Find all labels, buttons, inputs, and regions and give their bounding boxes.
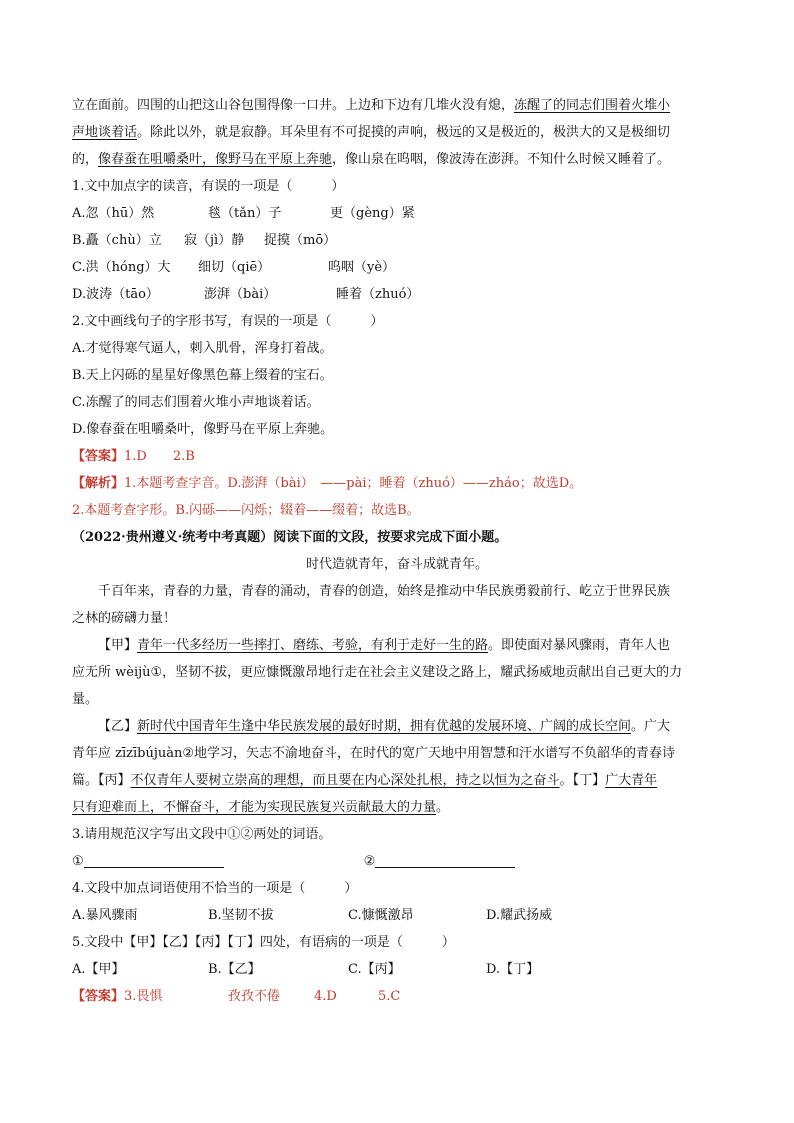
passage-text: 的， (72, 152, 99, 167)
analysis-block-1 (72, 470, 722, 497)
question-3-stem: 3.请用规范汉字写出文段中①②两处的词语。 (72, 827, 332, 842)
answer-blank-1[interactable] (84, 853, 224, 868)
q1-option-d (72, 281, 722, 308)
q2-option-d: D.像春蚕在咀嚼桑叶，像野马在平原上奔驰。 (72, 422, 334, 437)
paragraph-line: 千百年来，青春的力量，青春的涌动，青春的创造，始终是推动中华民族勇毅前行、屹立于世界民族 (98, 584, 671, 599)
answer-text: 5.C (378, 989, 401, 1004)
analysis-text-2: 2.本题考查字形。B.闪砾——闪烁；辍着——缀着；故选B。 (72, 503, 420, 518)
option-part: 捉摸（mō） (264, 233, 337, 248)
q2-option-b: B.天上闪砾的星星好像黑色幕上缀着的宝石。 (72, 368, 333, 383)
option-part: C.洪（hóng）大 (72, 260, 171, 275)
option-part: 细切（qiē） (198, 260, 271, 275)
answer-text: 3.畏惧 (124, 989, 163, 1004)
option-part: A.忽（hū）然 (72, 206, 155, 221)
option: C.【丙】 (348, 962, 401, 977)
q1-option-a (72, 200, 722, 227)
passage-line (72, 146, 722, 173)
paragraph-line: 量。 (72, 692, 99, 707)
option-part: B.矗（chù）立 (72, 233, 162, 248)
question-2-stem: 2.文中画线句子的字形书写，有误的一项是（ ） (72, 314, 384, 329)
analysis-label: 【解析】 (72, 476, 125, 491)
paragraph-text: 。即使面对暴风骤雨，青年人也 (488, 638, 671, 653)
option-part: 毯（tǎn）子 (208, 206, 282, 221)
question-1-stem: 1.文中加点字的读音，有误的一项是（ ） (72, 179, 345, 194)
underlined-sentence: 冻醒了的同志们围着火堆小 (514, 98, 671, 113)
underlined-sentence: 广大青年 (605, 773, 658, 788)
passage-line (72, 92, 722, 119)
q1-option-b (72, 227, 722, 254)
section-source: （2022·贵州遵义·统考中考真题）阅读下面的文段，按要求完成下面小题。 (72, 530, 508, 545)
q3-blanks (72, 848, 722, 875)
passage-text: 。除此以外，就是寂静。耳朵里有不可捉摸的声响，极远的又是极近的，极洪大的又是极细切 (137, 125, 671, 140)
tag-ding: 【丁】 (572, 773, 606, 788)
option: C.慷慨激昂 (348, 908, 414, 923)
underlined-sentence: 声地谈着话 (72, 125, 138, 140)
q5-options (72, 956, 722, 983)
answer-label: 【答案】 (72, 449, 125, 464)
q4-options (72, 902, 722, 929)
blank-marker: ② (363, 854, 376, 869)
option: A.【甲】 (72, 962, 125, 977)
q1-option-c (72, 254, 722, 281)
option: B.【乙】 (208, 962, 261, 977)
section-title: 时代造就青年，奋斗成就青年。 (305, 557, 488, 572)
paragraph-line: 青年应 zīzībújuàn②地学习，矢志不渝地奋斗，在时代的宽广天地中用智慧和汗水谱写不负韶华的青春诗 (72, 746, 676, 761)
option-part: 更（gèng）紧 (330, 206, 415, 221)
paragraph-text: 。广大 (631, 719, 671, 734)
question-4-stem: 4.文段中加点词语使用不恰当的一项是（ ） (72, 881, 358, 896)
paragraph-text: 。 (559, 773, 573, 788)
option: A.暴风骤雨 (72, 908, 138, 923)
question-5-stem: 5.文段中【甲】【乙】【丙】【丁】四处，有语病的一项是（ ） (72, 935, 455, 950)
option-part: 澎湃（bài） (204, 287, 277, 302)
option-part: 寂（jì）静 (184, 233, 245, 248)
tag-bing: 【丙】 (98, 773, 131, 788)
paragraph-text: 篇。 (72, 773, 99, 788)
underlined-sentence: 新时代中国青年生逢中华民族发展的最好时期，拥有优越的发展环境、广阔的成长空间 (137, 719, 632, 734)
option: D.【丁】 (486, 962, 540, 977)
passage-line (72, 119, 722, 146)
answer-label: 【答案】 (72, 989, 125, 1004)
paragraph-line (72, 794, 722, 821)
document-page (72, 92, 722, 1010)
option-part: 睡着（zhuó） (336, 287, 420, 302)
option: D.耀武扬威 (486, 908, 553, 923)
analysis-text: 1.本题考查字音。D.澎湃（bài） ——pài；睡着（zhuó）——zháo；故选D。 (124, 476, 583, 491)
option-part: D.波涛（tāo） (72, 287, 159, 302)
underlined-sentence: 像春蚕在咀嚼桑叶，像野马在平原上奔驰 (98, 152, 333, 167)
answer-text: 孜孜不倦 (228, 989, 281, 1004)
passage-text: 立在面前。四围的山把这山谷包围得像一口井。上边和下边有几堆火没有熄， (72, 98, 515, 113)
answer-text: 4.D (314, 989, 337, 1004)
answer-text: 1.D 2.B (124, 449, 195, 464)
answer-block-2 (72, 983, 722, 1010)
paragraph-line (72, 632, 722, 659)
paragraph-line (72, 767, 722, 794)
tag-jia: 【甲】 (98, 638, 138, 653)
answer-block-1 (72, 443, 722, 470)
underlined-sentence: 只有迎难而上，不懈奋斗，才能为实现民族复兴贡献最大的力量 (72, 800, 437, 815)
q2-option-c: C.冻醒了的同志们围着火堆小声地谈着话。 (72, 395, 320, 410)
answer-blank-2[interactable] (375, 853, 515, 868)
blank-marker: ① (72, 854, 84, 869)
paragraph-text: 。 (436, 800, 450, 815)
option-part: 呜咽（yè） (328, 260, 396, 275)
paragraph-line (72, 713, 722, 740)
q2-option-a: A.才觉得寒气逼人，刺入肌骨，浑身打着战。 (72, 341, 333, 356)
underlined-sentence: 不仅青年人要树立崇高的理想，而且要在内心深处扎根，持之以恒为之奋斗 (130, 773, 560, 788)
passage-text: ，像山泉在呜咽，像波涛在澎湃。不知什么时候又睡着了。 (332, 152, 671, 167)
option: B.坚韧不拔 (208, 908, 274, 923)
tag-yi: 【乙】 (98, 719, 138, 734)
paragraph-line: 之林的磅礴力量！ (72, 611, 177, 626)
paragraph-line: 应无所 wèijù①，坚韧不拔，更应慷慨激昂地行走在社会主义建设之路上，耀武扬威地贡献出自己更大的力 (72, 665, 683, 680)
underlined-sentence: 青年一代多经历一些摔打、磨练、考验，有利于走好一生的路 (137, 638, 489, 653)
